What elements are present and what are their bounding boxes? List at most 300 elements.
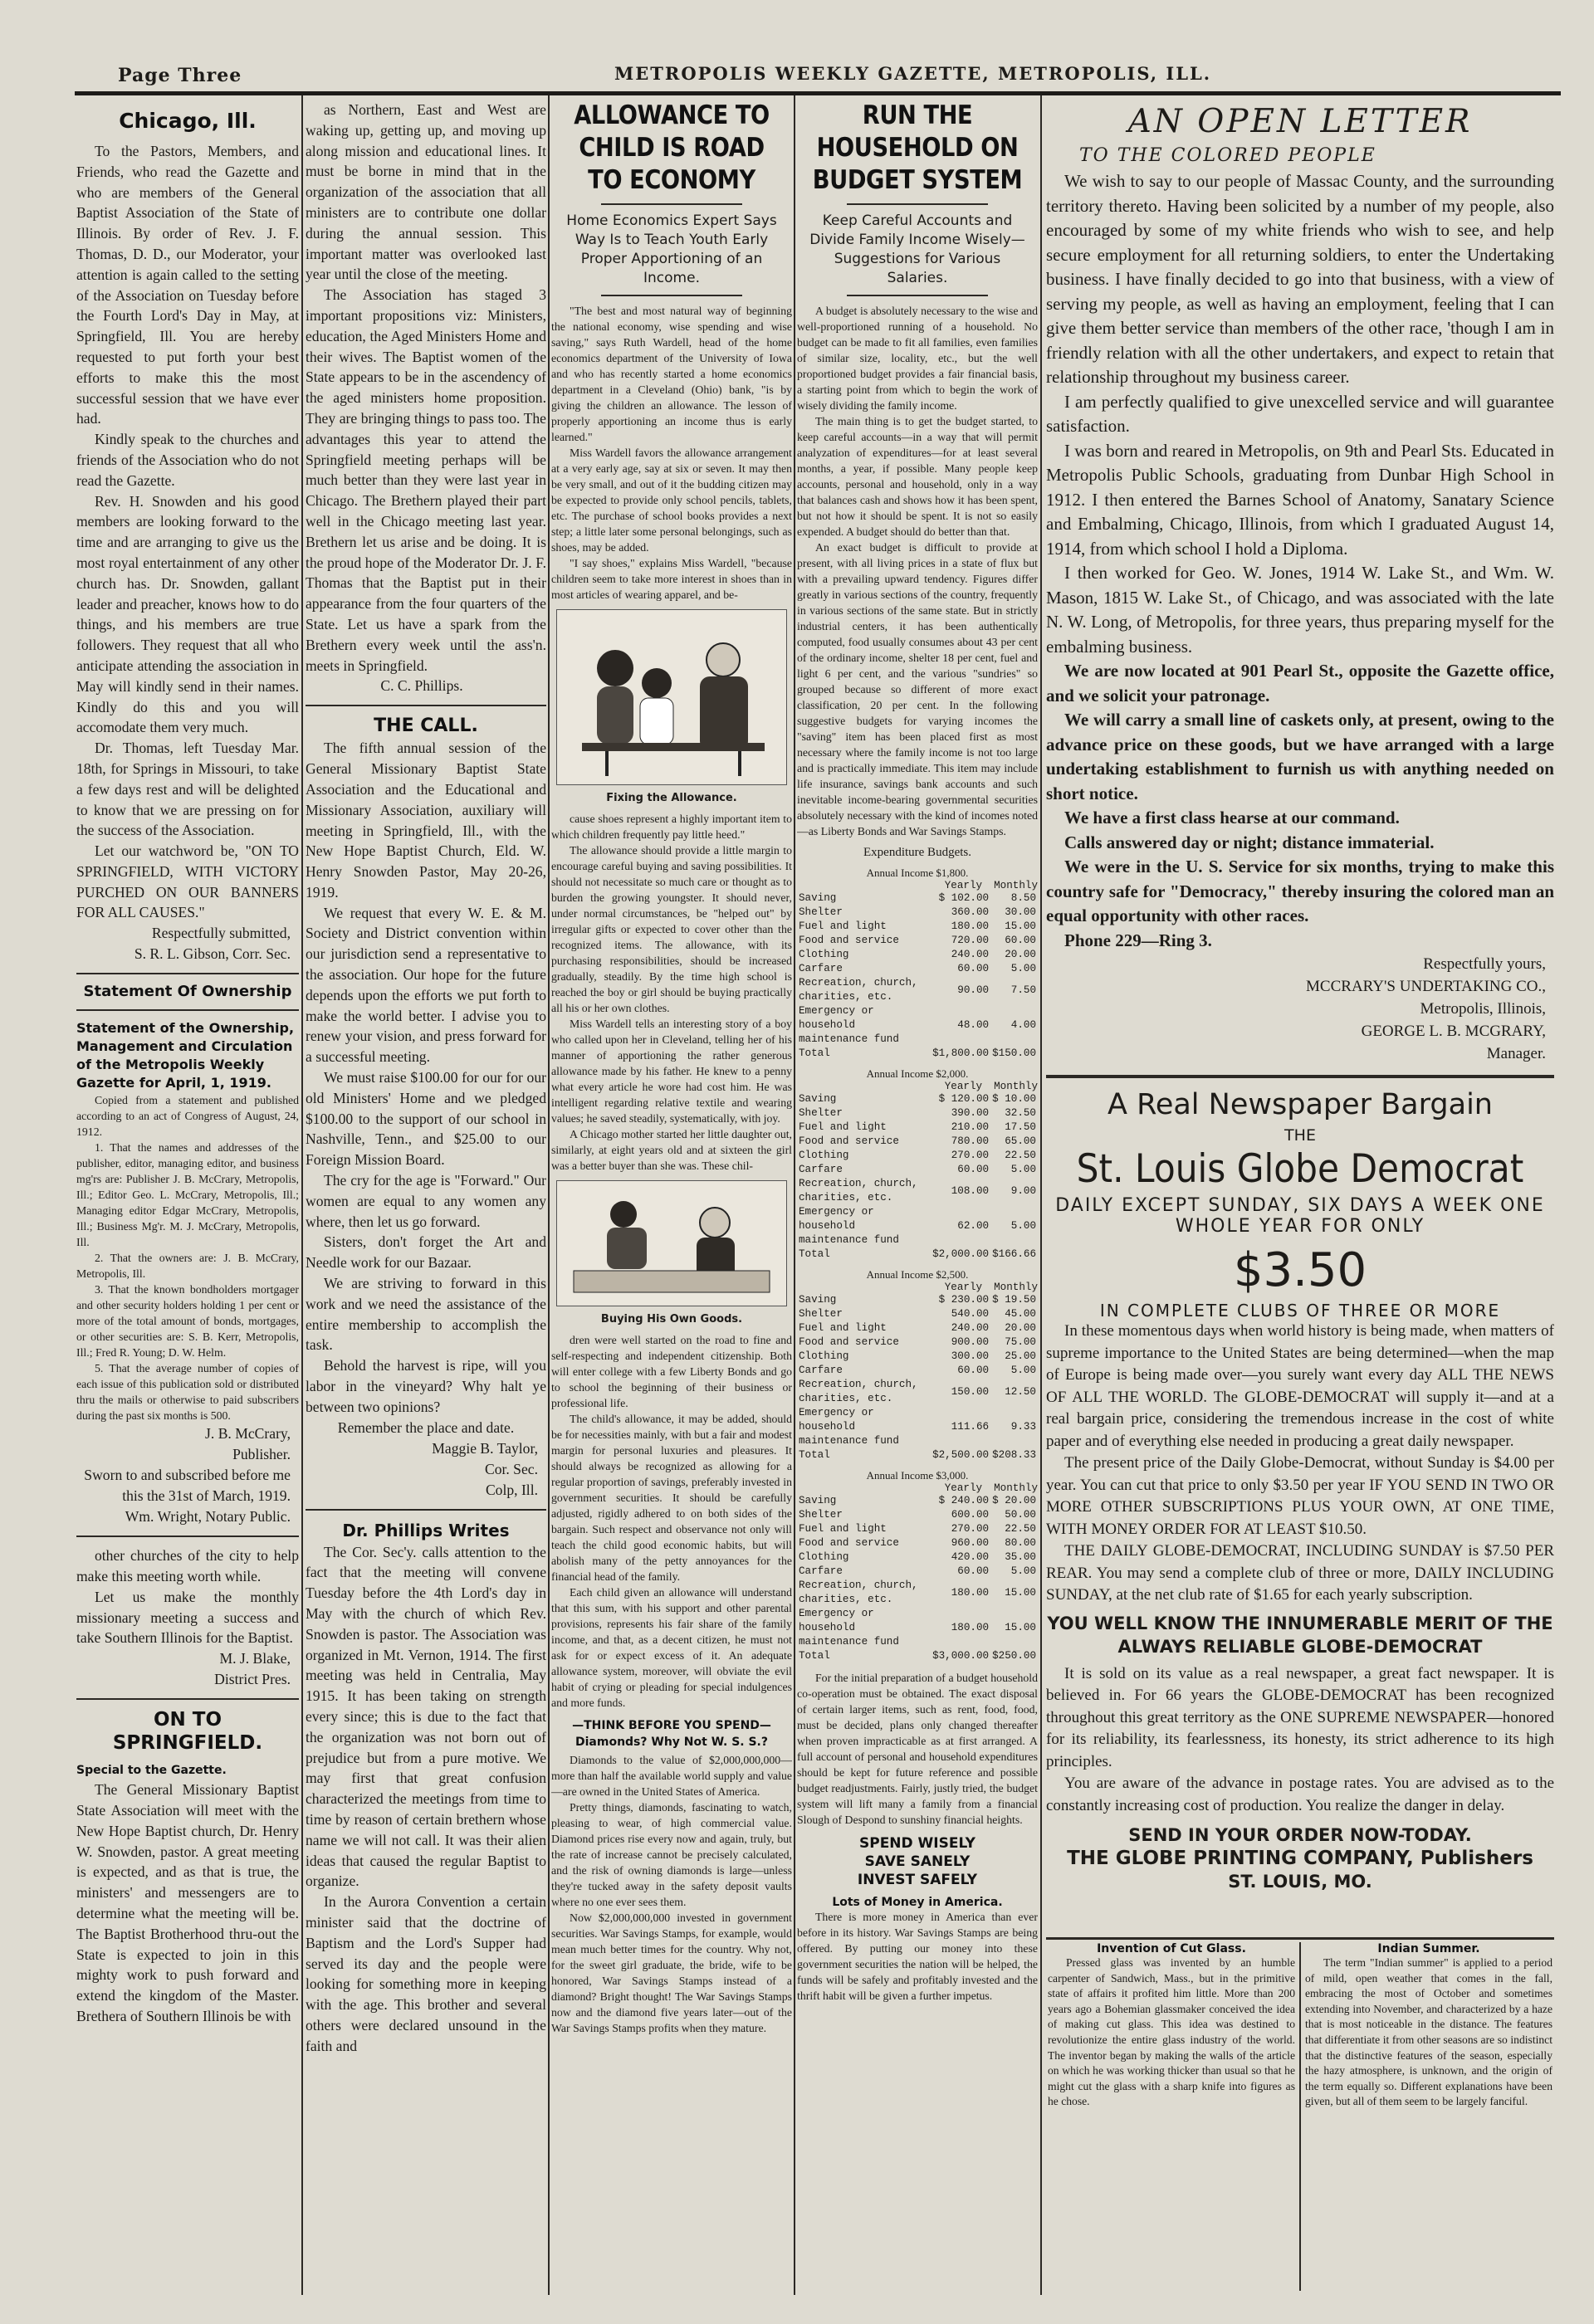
budget-income-title: Annual Income $2,500. xyxy=(866,1268,969,1281)
budget-yearly: $1,800.00 xyxy=(932,1047,990,1059)
caption-fixing-allowance: Fixing the Allowance. xyxy=(606,792,737,804)
ownership-headline: Statement Of Ownership xyxy=(83,983,292,1001)
paragraph: Pretty things, diamonds, fascinating to watch, pleasing to wear, of high commercial value. Diamond prices rise every now and again, truly, but the rate of increase cannot be precisely calculated, and the risk of owning diamonds is large—unless they're tucked away in the safety deposit vaults where no one ever sees them. xyxy=(551,1801,792,1908)
budget-column-header xyxy=(797,880,1038,891)
ad-clubs: IN COMPLETE CLUBS OF THREE OR MORE xyxy=(1099,1301,1501,1321)
paragraph: Publisher. xyxy=(232,1446,291,1463)
paragraph: You are aware of the advance in postage rates. You are advised as to the constantly increasing cost of production. You realize the danger in delay. xyxy=(1046,1775,1554,1814)
headline-rule xyxy=(847,203,988,205)
bottom-box-rule xyxy=(1046,1937,1554,1940)
paragraph: The allowance should provide a little margin to encourage careful buying and saving possibilities. It should not necessitate so much care or thought as to burden the growing youngster. It should never, under normal circumstances, be "helped out" by irregular gifts or expected to cover other than the recognized items. The allowance, with its purchasing responsibilities, should be increased gradually, steadily. By the time high school is reached the boy or girl should be buying practically all his or her own clothes. xyxy=(551,844,792,1014)
budget-item: Clothing xyxy=(799,1551,849,1563)
budget-item: Fuel and light xyxy=(799,1121,887,1133)
budget-row xyxy=(797,1307,1038,1321)
budget-item: Food and service xyxy=(799,1135,899,1147)
budget-item: Total xyxy=(799,1248,830,1260)
onto-springfield-article xyxy=(76,1780,299,2027)
budget-row xyxy=(797,1293,1038,1307)
globe-democrat-ad xyxy=(1046,1088,1554,1893)
budget-monthly: $ 10.00 xyxy=(992,1093,1036,1105)
budget-yearly: 720.00 xyxy=(951,935,990,946)
call-closing: Remember the place and date. xyxy=(337,1418,515,1436)
paragraph: District Pres. xyxy=(214,1671,291,1688)
paragraph: The cry for the age is "Forward." Our women are equal to any women any where, then let us go forward. xyxy=(306,1172,546,1230)
paragraph: The fifth annual session of the General Missionary Baptist State Association and the Educational and Missionary Association, auxiliary will meeting in Springfield, Ill., with the New Hope Baptist Church, Eld. W. Henry Snowden Pastor, May 20-26, 1919. xyxy=(306,740,546,901)
paragraph: Maggie B. Taylor, xyxy=(432,1439,538,1457)
budget-table xyxy=(797,1494,1038,1663)
shop-illustration-icon xyxy=(557,1181,786,1304)
budget-yearly: 111.66 xyxy=(951,1421,990,1433)
budget-item: Food and service xyxy=(799,935,899,946)
budget-yearly: 150.00 xyxy=(951,1385,990,1398)
paragraph: Copied from a statement and published according to an act of Congress of August, 24, 1912. xyxy=(76,1094,299,1139)
paragraph: cause shoes represent a highly important item to which children frequently pay little heed." xyxy=(551,813,792,841)
budget-monthly: 15.00 xyxy=(1005,1622,1036,1633)
budget-item: Shelter xyxy=(799,1308,843,1320)
paragraph: The General Missionary Baptist State Association will meet with the New Hope Baptist church, Dr. Henry W. Snowden, pastor. A great meeting is expected, and as that is true, the ministers' and messengers are to determine what the meeting will be. The Baptist Brotherhood thru-out the State is expected to join in this mighty work to push forward and extend the kingdom of the Master. Brethera of Southern Illinois be with xyxy=(76,1781,299,2025)
ownership-signature xyxy=(76,1423,299,1527)
budget-monthly: 35.00 xyxy=(1005,1551,1036,1563)
paragraph: Metropolis, Illinois, xyxy=(1420,1000,1546,1018)
cut-glass-body xyxy=(1048,1955,1295,2110)
lots-of-money-headline: Lots of Money in America. xyxy=(832,1896,1003,1909)
budgets-title: Expenditure Budgets. xyxy=(863,846,971,859)
ad-price: $3.50 xyxy=(1233,1243,1367,1297)
open-letter-signature xyxy=(1046,953,1554,1065)
budget-item: Carfare xyxy=(799,963,843,974)
budget-item: Recreation, church, charities, etc. xyxy=(799,1379,918,1404)
indian-summer-body xyxy=(1305,1955,1552,2110)
budget-income-title: Annual Income $2,000. xyxy=(866,1067,969,1080)
budget-row xyxy=(797,891,1038,906)
allowance-article-part2 xyxy=(551,811,792,1174)
section-rule xyxy=(76,973,299,974)
budget-row xyxy=(797,1120,1038,1135)
paragraph: 3. That the known bondholders mortgager and other security holders holding 1 per cent or more of the total amount of bonds, mortgages, or other securities are: S. B. Kerr, Metropolis, Ill.; Fred R. Young; D. W. Helm. xyxy=(76,1283,299,1360)
cut-glass-headline: Invention of Cut Glass. xyxy=(1097,1942,1246,1955)
paragraph: Pressed glass was invented by an humble carpenter of Sandwich, Mass., but in the primitive state of affairs it profited him little. More than 200 years ago a Bohemian glassmaker conceived the idea of making cut glass. This idea was destined to revolutionize the entire glass industry of the world. The inventor began by making the walls of the article on which he was working thicker than usual so that he might cut the glass with a sharp knife into figures as he chose. xyxy=(1048,1956,1295,2108)
paragraph: "The best and most natural way of beginning the national economy, wise spending and wise saving," says Ruth Wardell, head of the home economics department of the University of Iowa and who has recently started a home economics department in a Cleveland (Ohio) bank, "is by giving the children an allowance. The lesson of properly apportioning an income thus is early learned." xyxy=(551,305,792,443)
call-signature xyxy=(306,1438,546,1501)
budget-row xyxy=(797,1321,1038,1335)
paragraph: Manager. xyxy=(1486,1045,1546,1062)
paragraph: 2. That the owners are: J. B. McCrary, Metropolis, Ill. xyxy=(76,1252,299,1281)
budget-monthly: 30.00 xyxy=(1005,906,1036,918)
family-illustration-icon xyxy=(557,610,786,783)
budget-row xyxy=(797,1607,1038,1649)
allowance-article-part1 xyxy=(551,303,792,603)
budget-yearly: 60.00 xyxy=(957,963,990,974)
paragraph: other churches of the city to help make this meeting worth while. xyxy=(76,1547,299,1585)
budget-yearly: 390.00 xyxy=(951,1107,990,1119)
caption-buying-goods: Buying His Own Goods. xyxy=(600,1313,743,1326)
ad-body xyxy=(1046,1321,1554,1607)
budget-item: Total xyxy=(799,1449,830,1461)
budget-monthly: 45.00 xyxy=(1005,1308,1036,1320)
ownership-article xyxy=(76,1092,299,1423)
budget-item: Shelter xyxy=(799,1107,843,1119)
paragraph: The Cor. Sec'y. calls attention to the fact that the meeting will convene Tuesday before the 4th Lord's day in May with the church of which Rev. Snowden is pastor. The Association was organized in Mt. Vernon, 1914. The first meeting was held in Centralia, May 1915. It has been taking on strength every since; this is due to the fact that the organization was not born out of prejudice but from a pure motive. We may first that great confusion characterized the meetings from time to time by reason of certain brethern whose name we will not call. It was their alien ideas that caused the regular Baptist to organize. xyxy=(306,1543,546,1890)
paragraph: The main thing is to get the budget started, to keep careful accounts—in a way that will permit analyzation of expenditures—for at least several months, a year, if possible. Many people keep accounts, personal and household, only in a way that balances cash and shows how it has been spent, but not how it should be spent. It is not so easily expended. A budget should do better than that. xyxy=(797,415,1038,538)
budget-monthly: $150.00 xyxy=(992,1047,1036,1059)
budget-row xyxy=(797,1536,1038,1550)
budget-monthly: 12.50 xyxy=(1005,1385,1036,1398)
chicago-headline: Chicago, Ill. xyxy=(119,109,257,133)
onto-springfield-headline: ON TO SPRINGFIELD. xyxy=(112,1709,263,1755)
budget-yearly: 900.00 xyxy=(951,1336,990,1348)
paragraph: "I say shoes," explains Miss Wardell, "because children seem to take more interest in shoes than in most articles of wearing apparel, and be- xyxy=(551,557,792,601)
budget-monthly: $ 20.00 xyxy=(992,1495,1036,1506)
budget-article-part1 xyxy=(797,303,1038,839)
budget-item: Carfare xyxy=(799,1565,843,1577)
budget-row xyxy=(797,1350,1038,1364)
budget-item: Clothing xyxy=(799,1150,849,1161)
budget-yearly: 180.00 xyxy=(951,1622,990,1633)
budget-yearly: 108.00 xyxy=(951,1184,990,1197)
budget-row xyxy=(797,920,1038,934)
headline-rule xyxy=(601,295,742,296)
newspaper-title: METROPOLIS WEEKLY GAZETTE, METROPOLIS, ILL. xyxy=(614,63,1212,84)
budget-monthly: 60.00 xyxy=(1005,935,1036,946)
budget-yearly: 90.00 xyxy=(957,984,990,996)
budget-yearly: 270.00 xyxy=(951,1150,990,1161)
column-rule xyxy=(301,95,303,2295)
budget-monthly: 5.00 xyxy=(1010,1220,1036,1232)
paragraph: The child's allowance, it may be added, should be for necessities mainly, with but a fair and modest margin for personal luxuries and pleasures. It should always be recognized as allowing for a regular proportion of savings, preferably invested in government securities. It should be carefully adjusted, rigidly adhered to on both sides of the bargain. Such respect and observance not only will teach the child good economic habits, but will abolish many of the petty annoyances for the financial head of the family. xyxy=(551,1413,792,1583)
budget-row xyxy=(797,1247,1038,1262)
ad-frequency: DAILY EXCEPT SUNDAY, SIX DAYS A WEEK ONE WHOLE YEAR FOR ONLY xyxy=(1055,1195,1545,1237)
budget-yearly: 300.00 xyxy=(951,1350,990,1362)
budget-yearly: 240.00 xyxy=(951,1322,990,1334)
budget-column-header xyxy=(797,1482,1038,1494)
paragraph: Sisters, don't forget the Art and Needle work for our Bazaar. xyxy=(306,1233,546,1272)
budget-row xyxy=(797,1047,1038,1061)
ad-publisher: THE GLOBE PRINTING COMPANY, Publishers xyxy=(1067,1848,1533,1869)
paragraph: The present price of the Daily Globe-Democrat, without Sunday is $4.00 per year. You can cut that price to only $3.50 per year IF YOU SEND IN TWO OR MORE OTHER SUBSCRIPTIONS PLUS YOUR OWN, AT ONE TIME, WITH MONEY ORDER FOR AT LEAST $10.50. xyxy=(1046,1454,1554,1538)
misc-signature xyxy=(76,1648,299,1690)
budget-monthly: 4.00 xyxy=(1010,1019,1036,1031)
budget-monthly-label: Monthly xyxy=(994,1282,1038,1293)
paragraph: To the Pastors, Members, and Friends, who read the Gazette and who are members of the General Baptist Association of the State of Illinois. By order of Rev. J. F. Thomas, D. D., our Moderator, your attention is again called to the setting of the Association on Tuesday before the Fourth Lord's Day in May, at Springfield, Ill. You are hereby requested to put forth your best efforts to make this the most successful session that we have ever had. xyxy=(76,143,299,427)
budget-item: Saving xyxy=(799,1294,837,1306)
open-letter-bold-body xyxy=(1046,659,1554,929)
paragraph: The Association has staged 3 important propositions viz: Ministers, education, the Aged Ministers Home and their wives. The Baptist women of the State appears to be in the ascendency of the aged ministers home proposition. They are bringing things to pass too. The advantages this year to attend the Springfield meeting perhaps will be much better than they were last year in Chicago. The Brethern played their part well in the Chicago meeting last year. Brethern let us arise and be doing. It is the proud hope of the Moderator Dr. J. F. Thomas that the Baptist put in their appearance from the four quarters of the State. Let us have a spark from the Brethern every week until the ass'n. meets in Springfield. xyxy=(306,286,546,674)
budget-monthly: 9.00 xyxy=(1010,1184,1036,1197)
ad-paper-name: St. Louis Globe Democrat xyxy=(1076,1146,1524,1192)
paragraph: MCCRARY'S UNDERTAKING CO., xyxy=(1306,978,1546,995)
paragraph: An exact budget is difficult to provide at present, with all living prices in a state of flux but with a prevailing upward tendency. Figures differ greatly in various sections of the country, frequently in various sections of the same state. But in strictly industrial centers, it has been authentically computed, food usually consumes about 43 per cent of the ordinary income, shelter 18 per cent, fuel and light 6 per cent, and the various "sundries" so grouped because so different of more exact classification, 20 per cent. In the following suggestive budgets for varying incomes the "saving" item has been placed first as most necessary where the family income is not too large and is practically immediate. This item may include life insurance, savings bank accounts and such inevitable income-bearing governmental securities absolutely necessary with the kind of incomes noted—as Liberty Bonds and War Savings Stamps. xyxy=(797,541,1038,837)
budget-monthly: 50.00 xyxy=(1005,1509,1036,1521)
budget-yearly: 600.00 xyxy=(951,1509,990,1521)
budget-row xyxy=(797,1579,1038,1607)
section-rule xyxy=(76,1698,299,1700)
budget-monthly: 5.00 xyxy=(1010,1164,1036,1175)
paragraph: GEORGE L. B. MCGRARY, xyxy=(1361,1023,1546,1040)
budget-item: Total xyxy=(799,1650,830,1662)
phillips-writes-headline: Dr. Phillips Writes xyxy=(342,1520,510,1540)
paragraph: Miss Wardell favors the allowance arrangement at a very early age, say at six or seven. It may then be very small, and out of it the budding citizen may be expected to provide only school pencils, tablets, etc. The purchase of school books provides a next step; a little later some personal belongings, such as shoes, may be added. xyxy=(551,447,792,554)
column-rule xyxy=(794,95,795,2295)
budget-item: Shelter xyxy=(799,906,843,918)
budget-monthly: 5.00 xyxy=(1010,1565,1036,1577)
budget-yearly-label: Yearly xyxy=(944,880,983,891)
paragraph: Let us make the monthly missionary meeting a success and take Southern Illinois for the Baptist. xyxy=(76,1588,299,1647)
open-letter xyxy=(1046,103,1554,1065)
phillips-writes-article xyxy=(306,1542,546,2057)
budget-monthly: 20.00 xyxy=(1005,1322,1036,1334)
cut-glass-item xyxy=(1048,1942,1295,2291)
paragraph: Rev. H. Snowden and his good members are looking forward to the time and are arranging to give us the most royal entertainment of any other church has. Dr. Snowden, gallant leader and preacher, knows how to do things, and his members are true followers. They request that all who anticipate attending the association in May will kindly send in their names. Kindly do this and you will accomodate them very much. xyxy=(76,492,299,736)
paragraph: S. R. L. Gibson, Corr. Sec. xyxy=(134,945,291,963)
paragraph: There is more money in America than ever before in its history. War Savings Stamps are being offered. By putting our money into these government securities the nation will be helped, the funds will be safely and profitably invested and the thrift habit will be given a further impetus. xyxy=(797,1911,1038,2002)
paragraph: We will carry a small line of caskets only, at present, owing to the advance price on these goods, but we have arranged with a large undertaking establishment to furnish us with anything needed on short notice. xyxy=(1046,710,1554,803)
budget-yearly: $ 230.00 xyxy=(938,1294,990,1306)
column-2 xyxy=(306,100,546,2291)
budget-yearly: 420.00 xyxy=(951,1551,990,1563)
paragraph: A Chicago mother started her little daughter out, similarly, at eight years old and at sixteen the girl was a better buyer than she was. These chil- xyxy=(551,1128,792,1172)
column-rule xyxy=(1040,95,1042,2295)
paragraph: dren were well started on the road to fine and self-respecting and independent citizenship. Both will enter college with a few Liberty Bonds and go to school the beginning of their business or professional life. xyxy=(551,1334,792,1409)
budget-row xyxy=(797,1508,1038,1522)
budget-item: Food and service xyxy=(799,1537,899,1549)
budget-row xyxy=(797,1004,1038,1047)
paragraph: I then worked for Geo. W. Jones, 1914 W. Lake St., and Wm. W. Mason, 1815 W. Lake St., of Chicago, and was associated with the late N. W. Long, of Metropolis, for three years, thus preparing myself for the embalming business. xyxy=(1046,563,1554,657)
section-rule xyxy=(76,1009,299,1011)
budget-yearly: 62.00 xyxy=(957,1220,990,1232)
page-number: Page Three xyxy=(118,65,242,86)
association-article xyxy=(306,100,546,676)
paragraph: Sworn to and subscribed before me this the 31st of March, 1919. xyxy=(84,1467,291,1505)
budget-monthly: 20.00 xyxy=(1005,949,1036,960)
budget-item: Saving xyxy=(799,1093,837,1105)
budget-yearly: 210.00 xyxy=(951,1121,990,1133)
budget-monthly: $166.66 xyxy=(992,1248,1036,1260)
budget-item: Clothing xyxy=(799,1350,849,1362)
budget-item: Clothing xyxy=(799,949,849,960)
illustration-fixing-allowance xyxy=(556,609,787,785)
phillips-signature: C. C. Phillips. xyxy=(380,677,463,695)
open-letter-body xyxy=(1046,169,1554,659)
paragraph: M. J. Blake, xyxy=(219,1650,291,1667)
budget-yearly: $3,000.00 xyxy=(932,1650,990,1662)
budget-yearly: $2,500.00 xyxy=(932,1449,990,1461)
budget-item: Recreation, church, charities, etc. xyxy=(799,977,918,1003)
budget-item: Carfare xyxy=(799,1365,843,1376)
ad-rule xyxy=(1046,1075,1554,1078)
paragraph: We wish to say to our people of Massac County, and the surrounding territory thereto. Having been solicited by a number of my people, also encouraged by some of my white friends who wish to see, and help secure employment for all returning soldiers, to enter the Undertaking business. I have finally decided to go into that business, with a view of serving my people, as well as having an employment, feeling that I can give them better service than members of the other race, 'though I am in friendly relation with all the other undertakers, and expect to retain that relationship throughout my business career. xyxy=(1046,171,1554,387)
budget-yearly: 60.00 xyxy=(957,1565,990,1577)
budget-row xyxy=(797,1364,1038,1378)
paragraph: Respectfully submitted, xyxy=(151,925,291,942)
diamonds-article xyxy=(551,1752,792,2036)
column-rule xyxy=(548,95,550,2295)
budget-income-title: Annual Income $3,000. xyxy=(866,1469,969,1482)
section-rule xyxy=(76,1536,299,1537)
paragraph: In these momentous days when world history is being made, when matters of supreme importance to the United States are being determined—when the map of Europe is being made over—you surely want every day ALL THE NEWS OF ALL THE WORLD. The GLOBE-DEMOCRAT will supply it—and at a real bargain price, considering the tremendous increase in the cost of white paper and of everything else needed in producing a great daily newspaper. xyxy=(1046,1322,1554,1450)
paragraph: We have a first class hearse at our command. xyxy=(1064,808,1400,828)
budget-monthly-label: Monthly xyxy=(994,880,1038,891)
allowance-article-part3 xyxy=(551,1332,792,1711)
budget-yearly: 180.00 xyxy=(951,920,990,932)
paragraph: We must raise $100.00 for our for our old Ministers' Home and we pledged $100.00 to the support of our school in Nashville, Tenn., and $25.00 to our Foreign Mission Board. xyxy=(306,1069,546,1169)
budget-item: Carfare xyxy=(799,1164,843,1175)
column-1 xyxy=(76,100,299,2291)
the-call-article xyxy=(306,738,546,1417)
paragraph: For the initial preparation of a budget household co-operation must be obtained. The exact disposal of certain larger items, such as rent, food, food, must be decided, plans only changed thereafter when proven impracticable as at first arranged. A full account of personal and household expenditures should be kept for future reference and possible budget readjustments. Fairly, justly tried, the budget system will lift many a family from a financial Slough of Despond to sunshiny financial heights. xyxy=(797,1672,1038,1826)
budget-item: Recreation, church, charities, etc. xyxy=(799,1579,918,1605)
budget-headline: RUN THE HOUSEHOLD ON BUDGET SYSTEM xyxy=(812,100,1023,195)
paragraph: SPEND WISELY xyxy=(858,1835,975,1852)
budget-income-title: Annual Income $1,800. xyxy=(866,867,969,879)
budget-row xyxy=(797,1378,1038,1406)
budget-table xyxy=(797,1293,1038,1462)
paragraph: Behold the harvest is ripe, will you labor in the vineyard? Why halt ye between two opinions? xyxy=(306,1357,546,1415)
budget-row xyxy=(797,1522,1038,1536)
budget-monthly: 22.50 xyxy=(1005,1150,1036,1161)
budget-row xyxy=(797,934,1038,948)
paragraph: Diamonds to the value of $2,000,000,000—more than half the available world supply and value—are owned in the United States of America. xyxy=(551,1754,792,1798)
budget-item: Emergency or household maintenance fund xyxy=(799,1206,899,1246)
budget-row xyxy=(797,1565,1038,1579)
ownership-subhead: Statement of the Ownership, Management and Circulation of the Metropolis Weekly Gazette for April, 1, 1919. xyxy=(76,1020,295,1091)
budget-item: Emergency or household maintenance fund xyxy=(799,1407,899,1447)
budget-monthly: $208.33 xyxy=(992,1449,1036,1461)
budget-table xyxy=(797,891,1038,1061)
paragraph: We request that every W. E. & M. Society and District convention within our jurisdiction send a representative to the association. Our hope for the future depends upon the efforts we put forth to make the world better. I advise you to renew your vision, and press forward for a successful meeting. xyxy=(306,904,546,1066)
section-rule xyxy=(306,1509,546,1511)
budget-column-header xyxy=(797,1282,1038,1293)
paragraph: SAVE SANELY xyxy=(864,1853,971,1870)
budget-yearly: 360.00 xyxy=(951,906,990,918)
paragraph: We are now located at 901 Pearl St., opposite the Gazette office, and we solicit your patronage. xyxy=(1046,661,1554,706)
paragraph: A budget is absolutely necessary to the wise and well-proportioned running of a household. No budget can be made to fit all families, even families of similar size, locality, etc., but the well proportioned budget provides a fair financial basis, a starting point from which to begin the work of wisely dividing the family income. xyxy=(797,305,1038,412)
budget-yearly-label: Yearly xyxy=(944,1482,983,1494)
budget-monthly: 17.50 xyxy=(1005,1121,1036,1133)
paragraph: Cor. Sec. xyxy=(484,1460,538,1477)
budget-monthly: 7.50 xyxy=(1010,984,1036,996)
budget-item: Food and service xyxy=(799,1336,899,1348)
budget-yearly-label: Yearly xyxy=(944,1282,983,1293)
budget-row xyxy=(797,1106,1038,1120)
budget-row xyxy=(797,948,1038,962)
budget-item: Fuel and light xyxy=(799,1322,887,1334)
budget-row xyxy=(797,1448,1038,1462)
paragraph: Dr. Thomas, left Tuesday Mar. 18th, for Springs in Missouri, to take a few days rest and will be delighted to know that we are pressing on for the success of the Association. xyxy=(76,740,299,839)
open-letter-phone: Phone 229—Ring 3. xyxy=(1064,930,1212,950)
budget-table xyxy=(797,1092,1038,1262)
budget-monthly-label: Monthly xyxy=(994,1081,1038,1092)
allowance-deck: Home Economics Expert Says Way Is to Teach Youth Early Proper Apportioning of an Income. xyxy=(566,212,777,286)
slogan-box xyxy=(797,1834,1038,1889)
paragraph: as Northern, East and West are waking up, getting up, and moving up along mission and educational lines. It must be borne in mind that in the organization of the association that all ministers are to contribute one dollar during the annual session. This important matter was overlooked last year until the close of the meeting. xyxy=(306,101,546,283)
budget-row xyxy=(797,1135,1038,1149)
paragraph: Let our watchword be, "ON TO SPRINGFIELD, WITH VICTORY PURCHED ON OUR BANNERS FOR ALL CAUSES." xyxy=(76,842,299,921)
diamonds-headline: Diamonds? Why Not W. S. S.? xyxy=(575,1736,768,1749)
paragraph: Each child given an allowance will understand that this sum, with his support and other parental provisions, represents his fair share of the family income, and that, as a decent citizen, he must not ask for or expect excess of it. An adequate allowance system, moreover, will obviate the evil habit of crying or pleading for special indulgences and more funds. xyxy=(551,1586,792,1709)
budget-row xyxy=(797,1163,1038,1177)
budget-row xyxy=(797,1649,1038,1663)
ad-send-order: SEND IN YOUR ORDER NOW-TODAY. xyxy=(1128,1825,1472,1845)
budget-row xyxy=(797,1494,1038,1508)
budget-monthly: 25.00 xyxy=(1005,1350,1036,1362)
paragraph: We are striving to forward in this work and we need the assistance of the entire membership to accomplish the task. xyxy=(306,1275,546,1354)
paragraph: J. B. McCrary, xyxy=(205,1425,291,1443)
expenditure-budgets xyxy=(797,867,1038,1663)
budget-item: Emergency or household maintenance fund xyxy=(799,1005,899,1045)
the-call-headline: THE CALL. xyxy=(374,715,478,737)
budget-monthly: 80.00 xyxy=(1005,1537,1036,1549)
headline-rule xyxy=(601,203,742,205)
budget-yearly: 240.00 xyxy=(951,949,990,960)
section-rule xyxy=(306,705,546,706)
masthead xyxy=(0,56,1594,100)
paragraph: Respectfully yours, xyxy=(1423,955,1546,973)
paragraph: I was born and reared in Metropolis, on 9th and Pearl Sts. Educated in Metropolis Public Schools, graduating from Dunbar High School in 1912. I then entered the Barnes School of Anatomy, Sanatary Science and Embalming, Chicago, Illinois, from which I graduated August 14, 1914, from which school I hold a Diploma. xyxy=(1046,440,1554,559)
chicago-signature xyxy=(76,923,299,964)
budget-item: Fuel and light xyxy=(799,920,887,932)
budget-article-part2 xyxy=(797,1670,1038,1828)
budget-yearly: 270.00 xyxy=(951,1523,990,1535)
paragraph: It is sold on its value as a real newspaper, a great fact newspaper. It is believed in. For 66 years the GLOBE-DEMOCRAT has been recognized throughout this great territory as the ONE SUPREME NEWSPAPER—honored for its reliability, its fearlessness, its honesty, its strict adherence to its high principles. xyxy=(1046,1664,1554,1770)
column-4 xyxy=(797,100,1038,2291)
budget-item: Saving xyxy=(799,1495,837,1506)
budget-row xyxy=(797,1205,1038,1247)
budget-monthly: 9.33 xyxy=(1010,1421,1036,1433)
lots-of-money-article xyxy=(797,1909,1038,2004)
budget-yearly: 960.00 xyxy=(951,1537,990,1549)
budget-monthly: 8.50 xyxy=(1010,892,1036,904)
paragraph: Wm. Wright, Notary Public. xyxy=(125,1508,291,1526)
indian-summer-item xyxy=(1305,1942,1552,2291)
open-letter-title: AN OPEN LETTER xyxy=(1127,103,1473,140)
budget-monthly: 15.00 xyxy=(1005,1586,1036,1599)
paragraph: THE DAILY GLOBE-DEMOCRAT, INCLUDING SUNDAY is $7.50 PER REAR. You may send a complete club of three or more, DAILY INCLUDING SUNDAY, at the net club rate of $1.65 for each yearly subscription. xyxy=(1046,1542,1554,1604)
paragraph: Now $2,000,000,000 invested in government securities. War Savings Stamps, for example, would mean much better times for the country. Why not, for the sweet girl graduate, the bride, wife to be honored, War Savings Stamps instead of a diamond? Bright thought! The War Savings Stamps now and the diamond five years later—out of the War Savings Stamps profits when they mature. xyxy=(551,1911,792,2034)
paragraph: Calls answered day or night; distance immaterial. xyxy=(1064,832,1435,852)
budget-monthly: 65.00 xyxy=(1005,1135,1036,1147)
budget-yearly: 60.00 xyxy=(957,1164,990,1175)
budget-yearly: $2,000.00 xyxy=(932,1248,990,1260)
budget-row xyxy=(797,1550,1038,1565)
budget-monthly: 5.00 xyxy=(1010,1365,1036,1376)
budget-yearly: 48.00 xyxy=(957,1019,990,1031)
chicago-article xyxy=(76,141,299,923)
paragraph: INVEST SAFELY xyxy=(857,1872,978,1888)
headline-rule xyxy=(847,295,988,296)
paragraph: Colp, Ill. xyxy=(485,1481,538,1498)
budget-yearly: $ 240.00 xyxy=(938,1495,990,1506)
budget-monthly: 75.00 xyxy=(1005,1336,1036,1348)
paragraph: In the Aurora Convention a certain minister said that the doctrine of Baptism and the Lord's Supper had served its day and the people were looking for something more in keeping with the age. This brother and several others were declared unsound in the faith and xyxy=(306,1893,546,2054)
budget-yearly-label: Yearly xyxy=(944,1081,983,1092)
column-5 xyxy=(1046,100,1554,1926)
budget-row xyxy=(797,1092,1038,1106)
budget-row xyxy=(797,962,1038,976)
ad-merit-heading: YOU WELL KNOW THE INNUMERABLE MERIT OF THE ALWAYS RELIABLE GLOBE-DEMOCRAT xyxy=(1047,1613,1553,1657)
budget-row xyxy=(797,1149,1038,1163)
budget-row xyxy=(797,906,1038,920)
budget-yearly: 180.00 xyxy=(951,1586,990,1599)
ad-city: ST. LOUIS, MO. xyxy=(1228,1872,1372,1892)
budget-monthly: $250.00 xyxy=(992,1650,1036,1662)
budget-item: Recreation, church, charities, etc. xyxy=(799,1178,918,1204)
budget-yearly: 540.00 xyxy=(951,1308,990,1320)
budget-yearly: 60.00 xyxy=(957,1365,990,1376)
paragraph: Miss Wardell tells an interesting story of a boy who called upon her in Cleveland, telling her of his manner of apportioning the rather generous allowance made by his father. He knew to a penny what every article he wore had cost him. He was intelligent regarding relative textile and wearing values; he saved steadily, systematically, with joy. xyxy=(551,1018,792,1125)
ad-headline: A Real Newspaper Bargain xyxy=(1107,1088,1493,1121)
budget-monthly: 32.50 xyxy=(1005,1107,1036,1119)
budget-item: Saving xyxy=(799,892,837,904)
